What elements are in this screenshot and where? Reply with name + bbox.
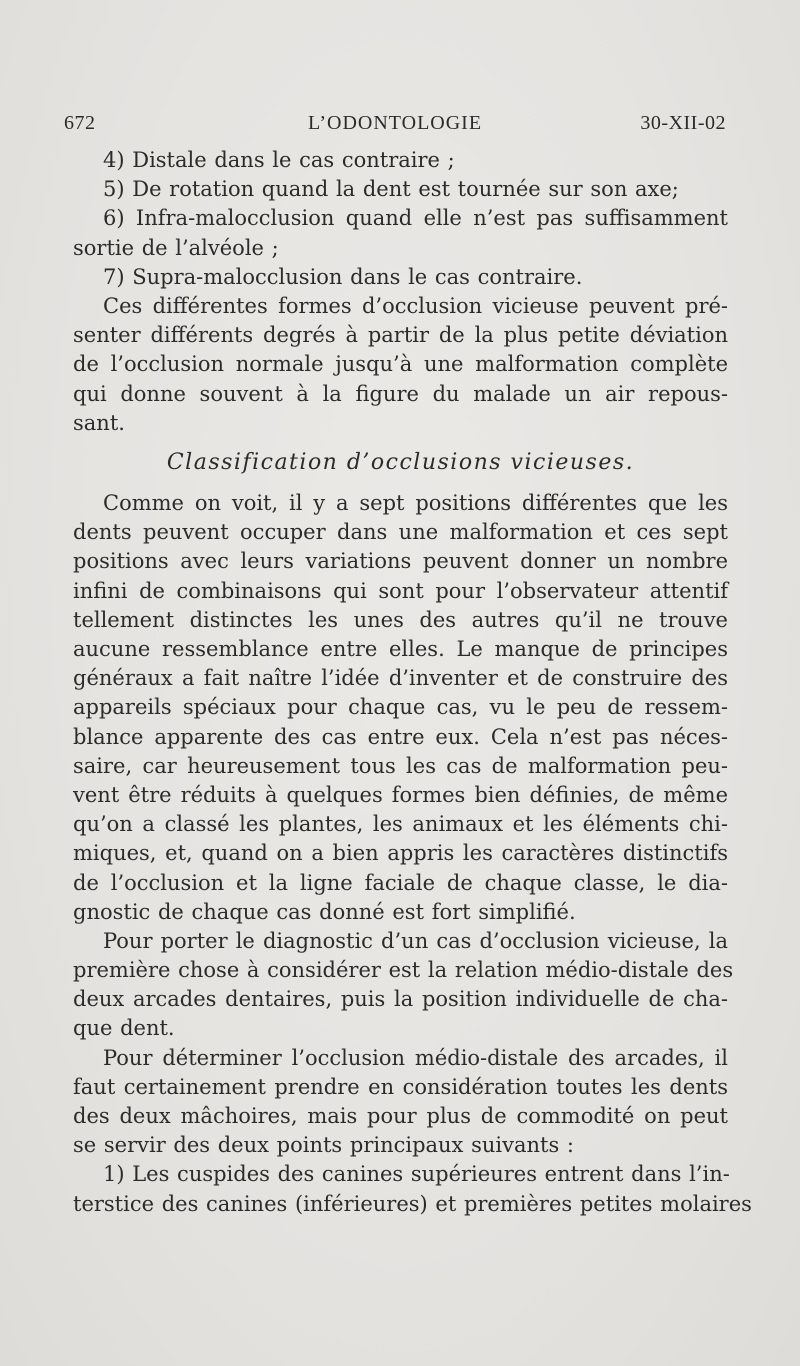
text-line: 6) Infra-malocclusion quand elle n’est pas suffisamment	[103, 206, 728, 231]
text-line: 1) Les cuspides des canines supérieures entrent dans l’in-	[103, 1162, 730, 1187]
text-line: appareils spéciaux pour chaque cas, vu le peu de ressem-	[73, 695, 728, 720]
text-line: senter différents degrés à partir de la plus petite déviation	[73, 323, 728, 348]
text-line: positions avec leurs variations peuvent donner un nombre	[73, 549, 728, 574]
text-line: vent être réduits à quelques formes bien définies, de même	[73, 782, 728, 807]
text-line: terstice des canines (inférieures) et premières petites molaires	[73, 1191, 752, 1216]
text-line: tellement distinctes les unes des autres qu’il ne trouve	[73, 607, 728, 632]
text-line: aucune ressemblance entre elles. Le manque de principes	[73, 637, 728, 661]
text-line: des deux mâchoires, mais pour plus de commodité on peut	[73, 1104, 728, 1128]
text-paragraphs-bottom	[73, 489, 752, 1219]
text-line: 4) Distale dans le cas contraire ;	[103, 148, 455, 172]
text-line: sortie de l’alvéole ;	[73, 235, 279, 260]
issue-date: 30-XII-02	[640, 112, 726, 134]
text-line: 7) Supra-malocclusion dans le cas contraire.	[103, 264, 583, 289]
text-line: qui donne souvent à la figure du malade un air repous-	[73, 381, 728, 406]
text-line: Comme on voit, il y a sept positions différentes que les	[103, 491, 728, 516]
text-line: Ces différentes formes d’occlusion vicieuse peuvent pré-	[103, 293, 728, 318]
text-line: première chose à considérer est la relation médio-distale des	[73, 958, 734, 983]
text-line: deux arcades dentaires, puis la position individuelle de cha-	[73, 987, 728, 1012]
journal-title: L’ODONTOLOGIE	[307, 112, 483, 134]
text-line: Pour porter le diagnostic d’un cas d’occlusion vicieuse, la	[103, 928, 728, 953]
text-line: 5) De rotation quand la dent est tournée sur son axe;	[103, 177, 679, 202]
text-line: dents peuvent occuper dans une malformation et ces sept	[73, 520, 728, 545]
text-line: qu’on a classé les plantes, les animaux et les éléments chi-	[73, 812, 728, 837]
text-line: miques, et, quand on a bien appris les caractères distinctifs	[73, 841, 728, 866]
text-line: Pour déterminer l’occlusion médio-distale des arcades, il	[103, 1045, 728, 1070]
page-number: 672	[64, 112, 96, 134]
text-line: gnostic de chaque cas donné est fort simplifié.	[73, 899, 576, 924]
text-line: sant.	[73, 410, 125, 435]
section-title: Classification d’occlusions vicieuses.	[166, 449, 635, 475]
text-line: de l’occlusion normale jusqu’à une malformation complète	[73, 352, 728, 377]
text-line: que dent.	[73, 1016, 175, 1041]
text-line: de l’occlusion et la ligne faciale de chaque classe, le dia-	[73, 870, 728, 895]
text-line: infini de combinaisons qui sont pour l’observateur attentif	[73, 578, 728, 603]
text-line: saire, car heureusement tous les cas de malformation peu-	[73, 753, 728, 778]
text-line: blance apparente des cas entre eux. Cela n’est pas néces-	[73, 724, 728, 749]
running-head	[64, 112, 726, 138]
text-line: se servir des deux points principaux suivants :	[73, 1133, 574, 1158]
text-paragraphs-top	[73, 146, 728, 438]
text-line: faut certainement prendre en considération toutes les dents	[73, 1074, 728, 1099]
text-line: généraux a fait naître l’idée d’inventer et de construire des	[73, 666, 728, 691]
body-text	[73, 146, 752, 1219]
